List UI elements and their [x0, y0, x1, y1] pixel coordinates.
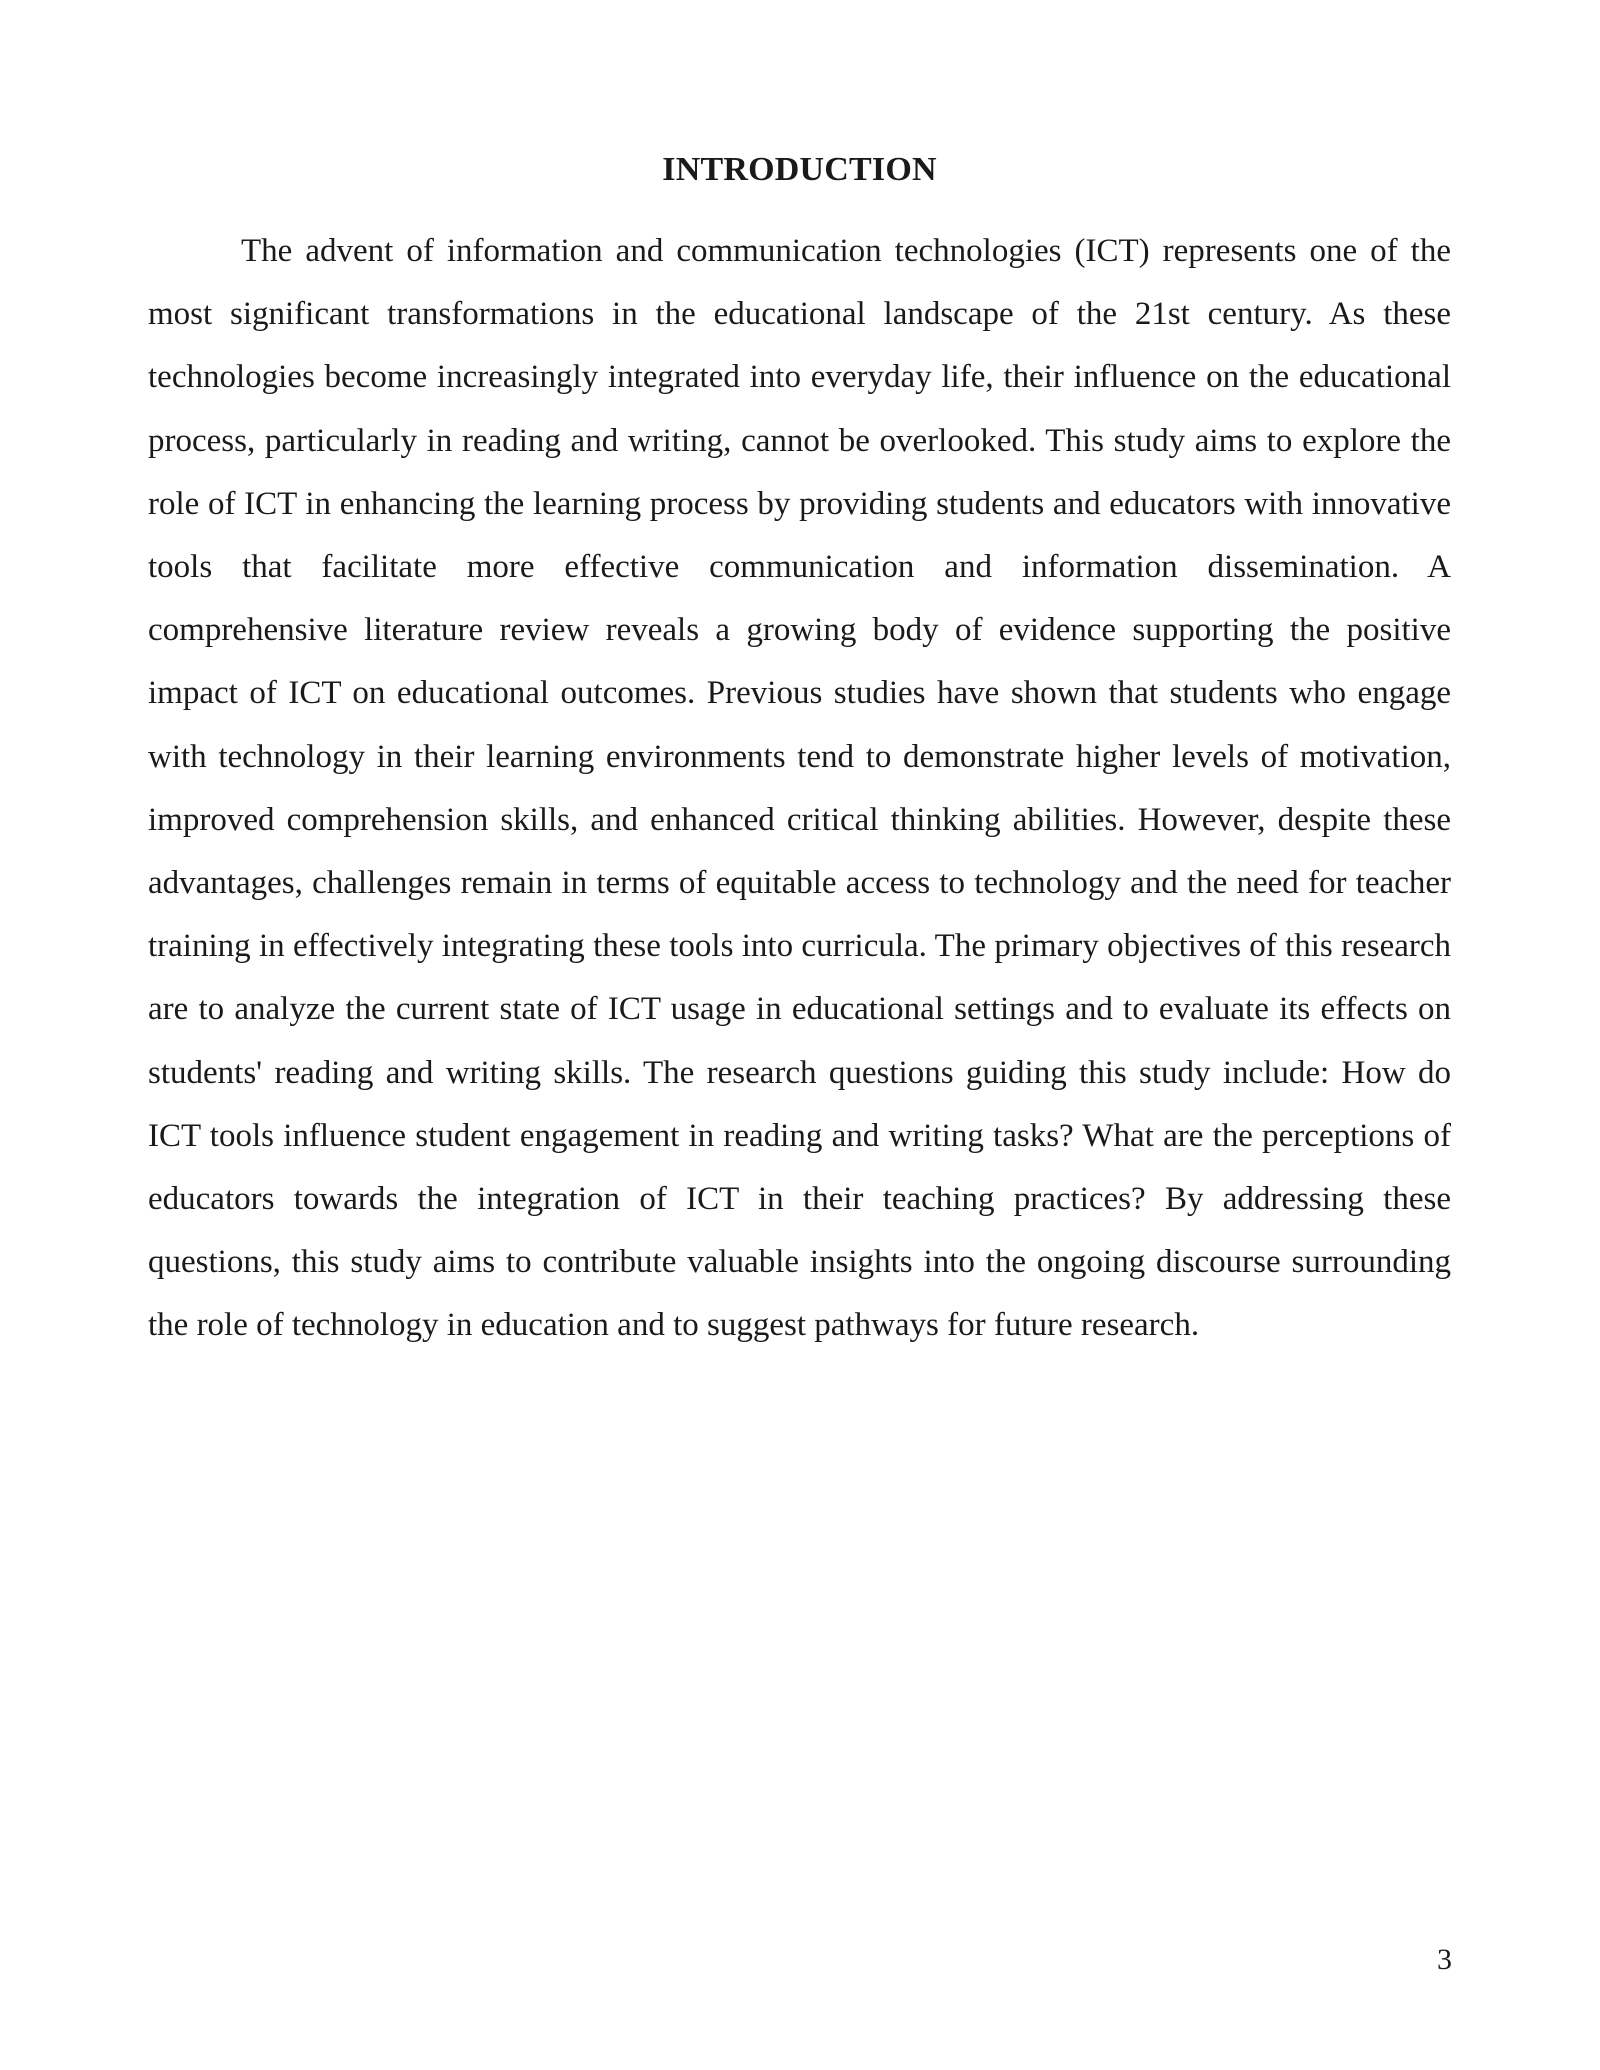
page-content: [148, 146, 1451, 1358]
introduction-paragraph: The advent of information and communication technologies (ICT) represents one of the most significant transformations in the educational landscape of the 21st century. As these technologies become increasingly integrated into everyday life, their influence on the educational process, particularly in reading and writing, cannot be overlooked. This study aims to explore the role of ICT in enhancing the learning process by providing students and educators with innovative tools that facilitate more effective communication and information dissemination. A comprehensive literature review reveals a growing body of evidence supporting the positive impact of ICT on educational outcomes. Previous studies have shown that students who engage with technology in their learning environments tend to demonstrate higher levels of motivation, improved comprehension skills, and enhanced critical thinking abilities. However, despite these advantages, challenges remain in terms of equitable access to technology and the need for teacher training in effectively integrating these tools into curricula. The primary objectives of this research are to analyze the current state of ICT usage in educational settings and to evaluate its effects on students' reading and writing skills. The research questions guiding this study include: How do ICT tools influence student engagement in reading and writing tasks? What are the perceptions of educators towards the integration of ICT in their teaching practices? By addressing these questions, this study aims to contribute valuable insights into the ongoing discourse surrounding the role of technology in education and to suggest pathways for future research.: [148, 233, 1451, 1344]
page-number: 3: [1437, 1943, 1452, 1976]
section-heading: INTRODUCTION: [662, 151, 937, 188]
